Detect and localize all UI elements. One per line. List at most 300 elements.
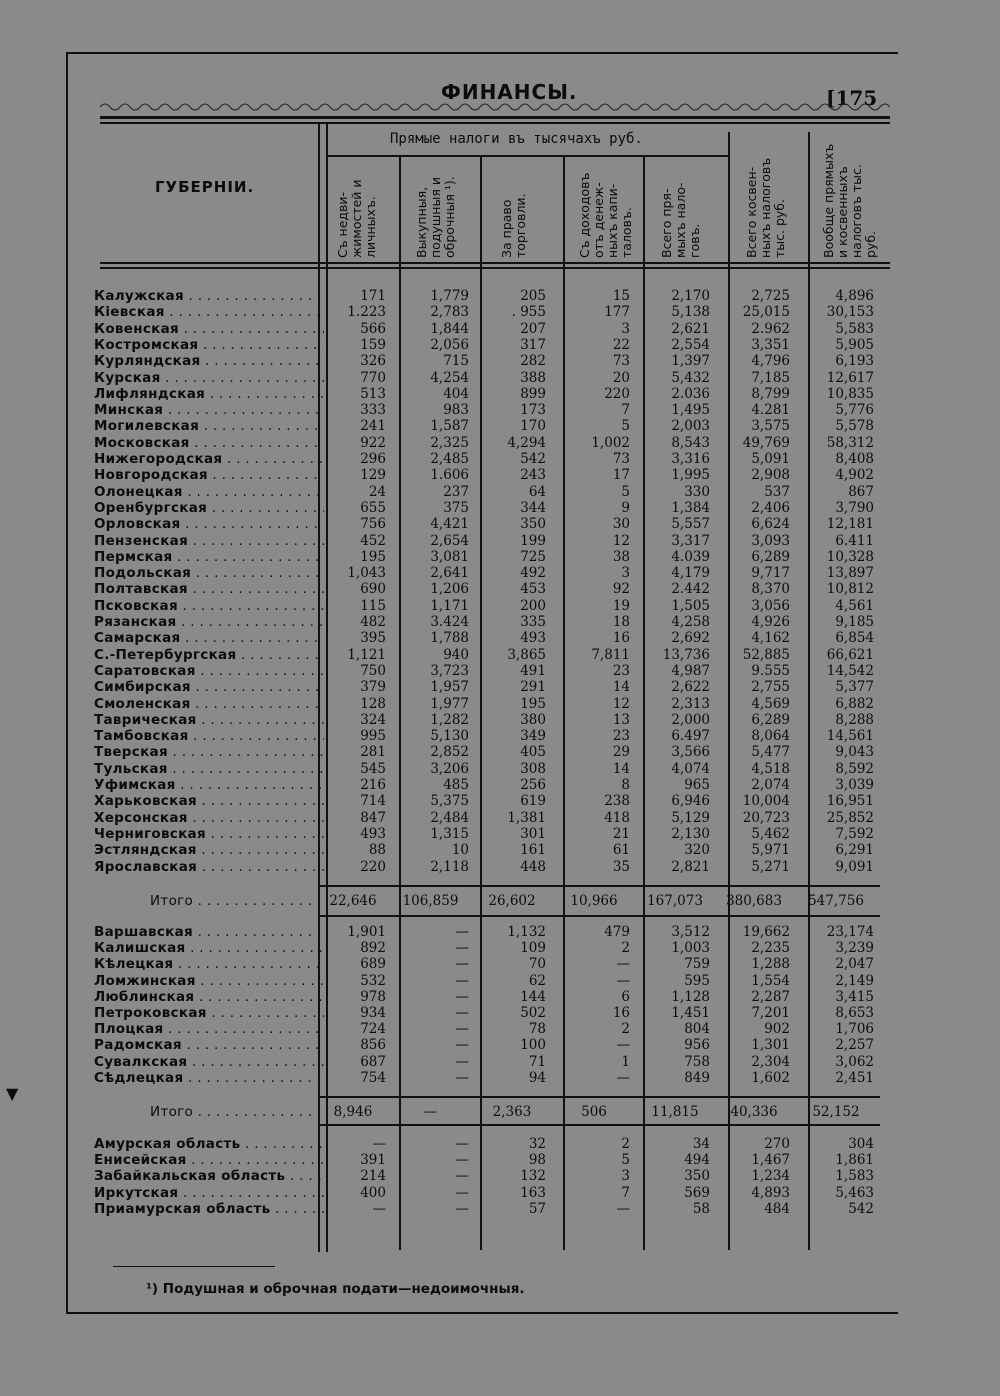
cell-col-1: 1.223 xyxy=(347,304,386,321)
cell-col-4: 3 xyxy=(621,1168,630,1185)
cell-col-1: 241 xyxy=(360,418,386,435)
table-row xyxy=(0,859,1000,875)
cell-col-7: 6,854 xyxy=(835,630,874,647)
table-row xyxy=(0,1168,1000,1184)
cell-col-3: 291 xyxy=(520,679,546,696)
province-name: Сувалкская . . . xyxy=(94,1054,324,1070)
cell-col-4: 15 xyxy=(612,288,630,304)
cell-col-2: 3,081 xyxy=(430,548,469,565)
cell-col-2: — xyxy=(455,1069,469,1086)
cell-col-4: 14 xyxy=(612,679,630,696)
cell-col-1: 1,043 xyxy=(347,565,386,582)
cell-col-3: . 955 xyxy=(511,304,546,321)
cell-col-4: — xyxy=(616,1069,630,1086)
cell-col-2: 3,723 xyxy=(430,662,469,679)
table-row xyxy=(0,386,1000,402)
table-row xyxy=(0,337,1000,353)
section-rule xyxy=(318,1124,880,1126)
cell-col-2: 983 xyxy=(443,402,469,419)
cell-col-7: 5,463 xyxy=(835,1184,874,1201)
cell-col-7: 867 xyxy=(848,483,874,500)
cell-col-5: 3,566 xyxy=(671,744,710,761)
cell-col-7: 5,583 xyxy=(835,320,874,337)
province-name: Черниговская . . . xyxy=(94,826,324,842)
cell-col-7: 2,149 xyxy=(835,972,874,989)
table-row xyxy=(0,728,1000,744)
cell-col-4: 29 xyxy=(612,744,630,761)
cell-col-6: 8,799 xyxy=(751,385,790,402)
column-header-line: личныхъ. xyxy=(363,196,378,258)
column-header-line: мыхъ нало- xyxy=(673,182,688,258)
cell-col-4: 17 xyxy=(612,467,630,484)
cell-col-1: 400 xyxy=(360,1184,386,1201)
cell-col-5: 1,384 xyxy=(671,499,710,516)
cell-col-4: 35 xyxy=(612,858,630,875)
cell-col-3: 200 xyxy=(520,597,546,614)
column-header-line: говъ. xyxy=(687,223,702,258)
cell-col-7: 4,561 xyxy=(835,597,874,614)
gubernii-header: ГУБЕРНІИ. xyxy=(155,178,255,196)
cell-col-7: 2,257 xyxy=(835,1037,874,1054)
cell-col-1: — xyxy=(372,1200,386,1217)
table-row xyxy=(0,533,1000,549)
cell-col-3: 26,602 xyxy=(488,893,536,909)
cell-col-7: 5,776 xyxy=(835,402,874,419)
column-header-line: таловъ. xyxy=(619,207,634,258)
cell-col-3: 3,865 xyxy=(507,646,546,663)
province-name: Орловская . . . xyxy=(94,516,324,532)
cell-col-1: 324 xyxy=(360,711,386,728)
province-name: Пензенская . . . xyxy=(94,533,324,549)
cell-col-5: 320 xyxy=(684,842,710,859)
cell-col-7: 1,861 xyxy=(835,1152,874,1169)
table-row xyxy=(0,1070,1000,1086)
cell-col-7: 547,756 xyxy=(808,893,864,909)
cell-col-1: 566 xyxy=(360,320,386,337)
cell-col-1: 724 xyxy=(360,1021,386,1038)
table-row xyxy=(0,1136,1000,1152)
cell-col-6: 2,235 xyxy=(751,940,790,957)
cell-col-2: — xyxy=(455,956,469,973)
cell-col-7: 542 xyxy=(848,1200,874,1217)
cell-col-4: 92 xyxy=(612,581,630,598)
province-name: Таврическая . . . xyxy=(94,712,324,728)
cell-col-1: 220 xyxy=(360,858,386,875)
cell-col-6: 1,234 xyxy=(751,1168,790,1185)
cell-col-2: — xyxy=(455,1136,469,1152)
cell-col-1: 978 xyxy=(360,988,386,1005)
province-name: Тверская . . . xyxy=(94,744,324,760)
cell-col-6: 1,467 xyxy=(751,1152,790,1169)
cell-col-6: 19,662 xyxy=(742,924,790,940)
cell-col-4: 1,002 xyxy=(591,434,630,451)
cell-col-6: 1,288 xyxy=(751,956,790,973)
column-header-line: жимостей и xyxy=(349,179,364,258)
cell-col-3: 57 xyxy=(528,1200,546,1217)
cell-col-2: — xyxy=(455,924,469,940)
cell-col-4: 19 xyxy=(612,597,630,614)
cell-col-4: 479 xyxy=(604,924,630,940)
cell-col-1: 934 xyxy=(360,1005,386,1021)
table-row xyxy=(0,793,1000,809)
cell-col-2: 10 xyxy=(451,842,469,859)
cell-col-3: 335 xyxy=(520,614,546,630)
cell-col-2: 2,641 xyxy=(430,565,469,582)
column-header-line: Вообще прямыхъ xyxy=(821,143,836,258)
cell-col-6: 2,074 xyxy=(751,777,790,793)
province-name: Кѣлецкая . . . xyxy=(94,956,324,972)
cell-col-5: 6.497 xyxy=(671,728,710,745)
cell-col-1: 754 xyxy=(360,1069,386,1086)
cell-col-5: 5,129 xyxy=(671,809,710,826)
table-row xyxy=(0,810,1000,826)
table-row xyxy=(0,402,1000,418)
cell-col-4: — xyxy=(616,1037,630,1054)
header-bottom-rule xyxy=(100,262,890,264)
cell-col-2: 1,977 xyxy=(430,695,469,712)
cell-col-2: 5,375 xyxy=(430,793,469,810)
column-header-line: и косвенныхъ xyxy=(835,166,850,258)
cell-col-3: 380 xyxy=(520,711,546,728)
total-row xyxy=(0,893,1000,909)
cell-col-7: 10,812 xyxy=(826,581,874,598)
table-row xyxy=(0,1005,1000,1021)
cell-col-4: 5 xyxy=(621,418,630,435)
cell-col-7: 6.411 xyxy=(835,532,874,549)
cell-col-3: 205 xyxy=(520,288,546,304)
cell-col-3: 344 xyxy=(520,499,546,516)
cell-col-7: 1,583 xyxy=(835,1168,874,1185)
cell-col-3: 282 xyxy=(520,353,546,370)
cell-col-1: 856 xyxy=(360,1037,386,1054)
cell-col-4: 30 xyxy=(612,516,630,533)
cell-col-6: 1,602 xyxy=(751,1069,790,1086)
cell-col-1: 892 xyxy=(360,940,386,957)
cell-col-3: 163 xyxy=(520,1184,546,1201)
cell-col-2: 5,130 xyxy=(430,728,469,745)
cell-col-4: 12 xyxy=(612,695,630,712)
cell-col-6: 3,351 xyxy=(751,336,790,353)
direct-taxes-group-header: Прямые налоги въ тысячахъ руб. xyxy=(390,131,643,147)
column-header-line: Съ недви- xyxy=(335,191,350,258)
province-name: Итого . . . xyxy=(150,893,315,909)
cell-col-3: 388 xyxy=(520,369,546,386)
cell-col-5: 330 xyxy=(684,483,710,500)
cell-col-5: 6,946 xyxy=(671,793,710,810)
table-row xyxy=(0,565,1000,581)
province-name: Енисейская . . . xyxy=(94,1152,324,1168)
cell-col-4: 418 xyxy=(604,809,630,826)
table-row xyxy=(0,288,1000,304)
cell-col-5: 34 xyxy=(692,1136,710,1152)
cell-col-3: 899 xyxy=(520,385,546,402)
cell-col-4: 10,966 xyxy=(570,893,618,909)
table-row xyxy=(0,1185,1000,1201)
cell-col-1: — xyxy=(372,1136,386,1152)
province-name: Симбирская . . . xyxy=(94,679,324,695)
cell-col-7: 9,091 xyxy=(835,858,874,875)
province-name: Уфимская . . . xyxy=(94,777,324,793)
cell-col-5: 2,000 xyxy=(671,711,710,728)
cell-col-5: 494 xyxy=(684,1152,710,1169)
cell-col-5: 2,622 xyxy=(671,679,710,696)
cell-col-1: 690 xyxy=(360,581,386,598)
cell-col-2: — xyxy=(455,1152,469,1169)
province-name: Минская . . . xyxy=(94,402,324,418)
cell-col-4: 9 xyxy=(621,499,630,516)
cell-col-2: 3,206 xyxy=(430,760,469,777)
province-name: Петроковская . . . xyxy=(94,1005,324,1021)
cell-col-6: 1,301 xyxy=(751,1037,790,1054)
cell-col-1: 847 xyxy=(360,809,386,826)
group-rule xyxy=(326,155,728,157)
cell-col-3: 170 xyxy=(520,418,546,435)
column-header-line: ныхъ налоговъ xyxy=(758,157,773,258)
cell-col-5: 2.442 xyxy=(671,581,710,598)
cell-col-5: 849 xyxy=(684,1069,710,1086)
cell-col-7: 14,542 xyxy=(826,662,874,679)
cell-col-4: 12 xyxy=(612,532,630,549)
cell-col-7: 7,592 xyxy=(835,825,874,842)
cell-col-3: 493 xyxy=(520,630,546,647)
cell-col-1: 655 xyxy=(360,499,386,516)
cell-col-6: 5,091 xyxy=(751,451,790,467)
cell-col-6: 380,683 xyxy=(726,893,782,909)
cell-col-1: 482 xyxy=(360,614,386,630)
cell-col-4: — xyxy=(616,1200,630,1217)
cell-col-4: 38 xyxy=(612,548,630,565)
cell-col-3: 725 xyxy=(520,548,546,565)
cell-col-4: 7 xyxy=(621,402,630,419)
section-rule xyxy=(318,915,880,917)
cell-col-6: 3,056 xyxy=(751,597,790,614)
cell-col-5: 5,138 xyxy=(671,304,710,321)
cell-col-5: 595 xyxy=(684,972,710,989)
province-name: Саратовская . . . xyxy=(94,663,324,679)
cell-col-6: 2,287 xyxy=(751,988,790,1005)
cell-col-3: 301 xyxy=(520,825,546,842)
cell-col-7: 8,592 xyxy=(835,760,874,777)
cell-col-6: 7,201 xyxy=(751,1005,790,1021)
cell-col-1: 532 xyxy=(360,972,386,989)
cell-col-1: 128 xyxy=(360,695,386,712)
cell-col-7: 12,617 xyxy=(826,369,874,386)
cell-col-1: 922 xyxy=(360,434,386,451)
column-header-line: оброчныя ¹). xyxy=(442,176,457,258)
cell-col-5: 3,317 xyxy=(671,532,710,549)
cell-col-7: 5,905 xyxy=(835,336,874,353)
cell-col-4: 23 xyxy=(612,728,630,745)
cell-col-2: 715 xyxy=(443,353,469,370)
cell-col-5: 13,736 xyxy=(662,646,710,663)
cell-col-1: 689 xyxy=(360,956,386,973)
cell-col-7: 10,328 xyxy=(826,548,874,565)
cell-col-3: 144 xyxy=(520,988,546,1005)
cell-col-4: 20 xyxy=(612,369,630,386)
cell-col-6: 2,755 xyxy=(751,679,790,696)
cell-col-5: 2,692 xyxy=(671,630,710,647)
column-header-line: торговли. xyxy=(513,193,528,258)
table-row xyxy=(0,451,1000,467)
cell-col-6: 6,624 xyxy=(751,516,790,533)
table-row xyxy=(0,304,1000,320)
column-header-line: Выкупныя, xyxy=(414,186,429,258)
cell-col-1: 326 xyxy=(360,353,386,370)
cell-col-5: 2,003 xyxy=(671,418,710,435)
cell-col-5: 1,003 xyxy=(671,940,710,957)
table-row xyxy=(0,663,1000,679)
cell-col-6: 40,336 xyxy=(730,1104,778,1120)
cell-col-2: — xyxy=(455,940,469,957)
province-name: Лифляндская . . . xyxy=(94,386,324,402)
table-row xyxy=(0,924,1000,940)
cell-col-2: — xyxy=(455,988,469,1005)
table-row xyxy=(0,1054,1000,1070)
column-header-line: налоговъ тыс. xyxy=(849,164,864,258)
province-name: Эстляндская . . . xyxy=(94,842,324,858)
cell-col-7: 12,181 xyxy=(826,516,874,533)
table-row xyxy=(0,370,1000,386)
cell-col-7: 66,621 xyxy=(826,646,874,663)
column-header-1 xyxy=(335,158,378,258)
province-name: Ломжинская . . . xyxy=(94,973,324,989)
province-name: Ярославская . . . xyxy=(94,859,324,875)
table-row xyxy=(0,761,1000,777)
cell-col-1: 115 xyxy=(360,597,386,614)
cell-col-1: 8,946 xyxy=(333,1104,373,1120)
cell-col-1: 159 xyxy=(360,336,386,353)
cell-col-2: 1,957 xyxy=(430,679,469,696)
cell-col-2: 237 xyxy=(443,483,469,500)
cell-col-4: 3 xyxy=(621,320,630,337)
cell-col-3: 132 xyxy=(520,1168,546,1185)
column-header-3 xyxy=(499,158,528,258)
province-name: Самарская . . . xyxy=(94,630,324,646)
cell-col-4: 7,811 xyxy=(591,646,630,663)
cell-col-3: 619 xyxy=(520,793,546,810)
cell-col-5: 759 xyxy=(684,956,710,973)
cell-col-5: 4,179 xyxy=(671,565,710,582)
cell-col-4: 14 xyxy=(612,760,630,777)
province-name: Полтавская . . . xyxy=(94,581,324,597)
table-row xyxy=(0,842,1000,858)
cell-col-5: 758 xyxy=(684,1053,710,1070)
cell-col-7: 5,377 xyxy=(835,679,874,696)
cell-col-2: 1,788 xyxy=(430,630,469,647)
province-name: Калишская . . . xyxy=(94,940,324,956)
province-name: Варшавская . . . xyxy=(94,924,324,940)
cell-col-3: 161 xyxy=(520,842,546,859)
cell-col-6: 4,162 xyxy=(751,630,790,647)
cell-col-1: 687 xyxy=(360,1053,386,1070)
cell-col-6: 2,725 xyxy=(751,288,790,304)
cell-col-3: 349 xyxy=(520,728,546,745)
cell-col-1: 452 xyxy=(360,532,386,549)
footnote-rule xyxy=(113,1266,275,1267)
cell-col-1: 756 xyxy=(360,516,386,533)
cell-col-6: 484 xyxy=(764,1200,790,1217)
column-header-line: отъ денеж- xyxy=(591,182,606,258)
cell-col-7: 3,062 xyxy=(835,1053,874,1070)
cell-col-4: 61 xyxy=(612,842,630,859)
page-title: ФИНАНСЫ. xyxy=(441,80,578,104)
province-name: Забайкальская область . . . xyxy=(94,1168,324,1184)
table-row xyxy=(0,647,1000,663)
cell-col-6: 4,796 xyxy=(751,353,790,370)
province-name: Оренбургская . . . xyxy=(94,500,324,516)
province-name: Курская . . . xyxy=(94,370,324,386)
cell-col-4: 7 xyxy=(621,1184,630,1201)
table-row xyxy=(0,581,1000,597)
cell-col-2: 2,654 xyxy=(430,532,469,549)
province-name: Радомская . . . xyxy=(94,1037,324,1053)
table-row xyxy=(0,1021,1000,1037)
cell-col-2: 2,852 xyxy=(430,744,469,761)
cell-col-4: 23 xyxy=(612,662,630,679)
cell-col-1: 770 xyxy=(360,369,386,386)
cell-col-4: 21 xyxy=(612,825,630,842)
cell-col-6: 5,477 xyxy=(751,744,790,761)
cell-col-4: 3 xyxy=(621,565,630,582)
table-row xyxy=(0,777,1000,793)
cell-col-2: 106,859 xyxy=(402,893,459,909)
cell-col-2: — xyxy=(455,1037,469,1054)
province-name: Московская . . . xyxy=(94,435,324,451)
province-name: Калужская . . . xyxy=(94,288,324,304)
cell-col-4: 16 xyxy=(612,1005,630,1021)
cell-col-4: 2 xyxy=(621,1136,630,1152)
cell-col-2: — xyxy=(423,1104,438,1120)
cell-col-2: 485 xyxy=(443,777,469,793)
province-name: Люблинская . . . xyxy=(94,989,324,1005)
cell-col-5: 2,130 xyxy=(671,825,710,842)
cell-col-3: 317 xyxy=(520,336,546,353)
cell-col-5: 11,815 xyxy=(651,1104,699,1120)
table-row xyxy=(0,516,1000,532)
cell-col-6: 25,015 xyxy=(742,304,790,321)
margin-mark: ▼ xyxy=(6,1084,19,1103)
table-row xyxy=(0,630,1000,646)
table-row xyxy=(0,679,1000,695)
cell-col-6: 8,370 xyxy=(751,581,790,598)
cell-col-5: 1,495 xyxy=(671,402,710,419)
column-header-5 xyxy=(659,158,702,258)
cell-col-6: 4,893 xyxy=(751,1184,790,1201)
cell-col-7: 16,951 xyxy=(826,793,874,810)
cell-col-5: 5,432 xyxy=(671,369,710,386)
column-header-line: подушныя и xyxy=(428,177,443,258)
cell-col-5: 2,621 xyxy=(671,320,710,337)
table-row xyxy=(0,549,1000,565)
cell-col-6: 5,462 xyxy=(751,825,790,842)
cell-col-6: 2,406 xyxy=(751,499,790,516)
cell-col-7: 3,790 xyxy=(835,499,874,516)
cell-col-6: 4,926 xyxy=(751,614,790,630)
cell-col-6: 3,093 xyxy=(751,532,790,549)
cell-col-6: 270 xyxy=(764,1136,790,1152)
cell-col-1: 281 xyxy=(360,744,386,761)
cell-col-7: 3,039 xyxy=(835,777,874,793)
table-row xyxy=(0,321,1000,337)
cell-col-7: 2,451 xyxy=(835,1069,874,1086)
cell-col-5: 1,397 xyxy=(671,353,710,370)
cell-col-6: 4,518 xyxy=(751,760,790,777)
table-row xyxy=(0,1037,1000,1053)
cell-col-5: 2,170 xyxy=(671,288,710,304)
cell-col-4: 18 xyxy=(612,614,630,630)
cell-col-2: — xyxy=(455,1021,469,1038)
cell-col-7: 4,902 xyxy=(835,467,874,484)
